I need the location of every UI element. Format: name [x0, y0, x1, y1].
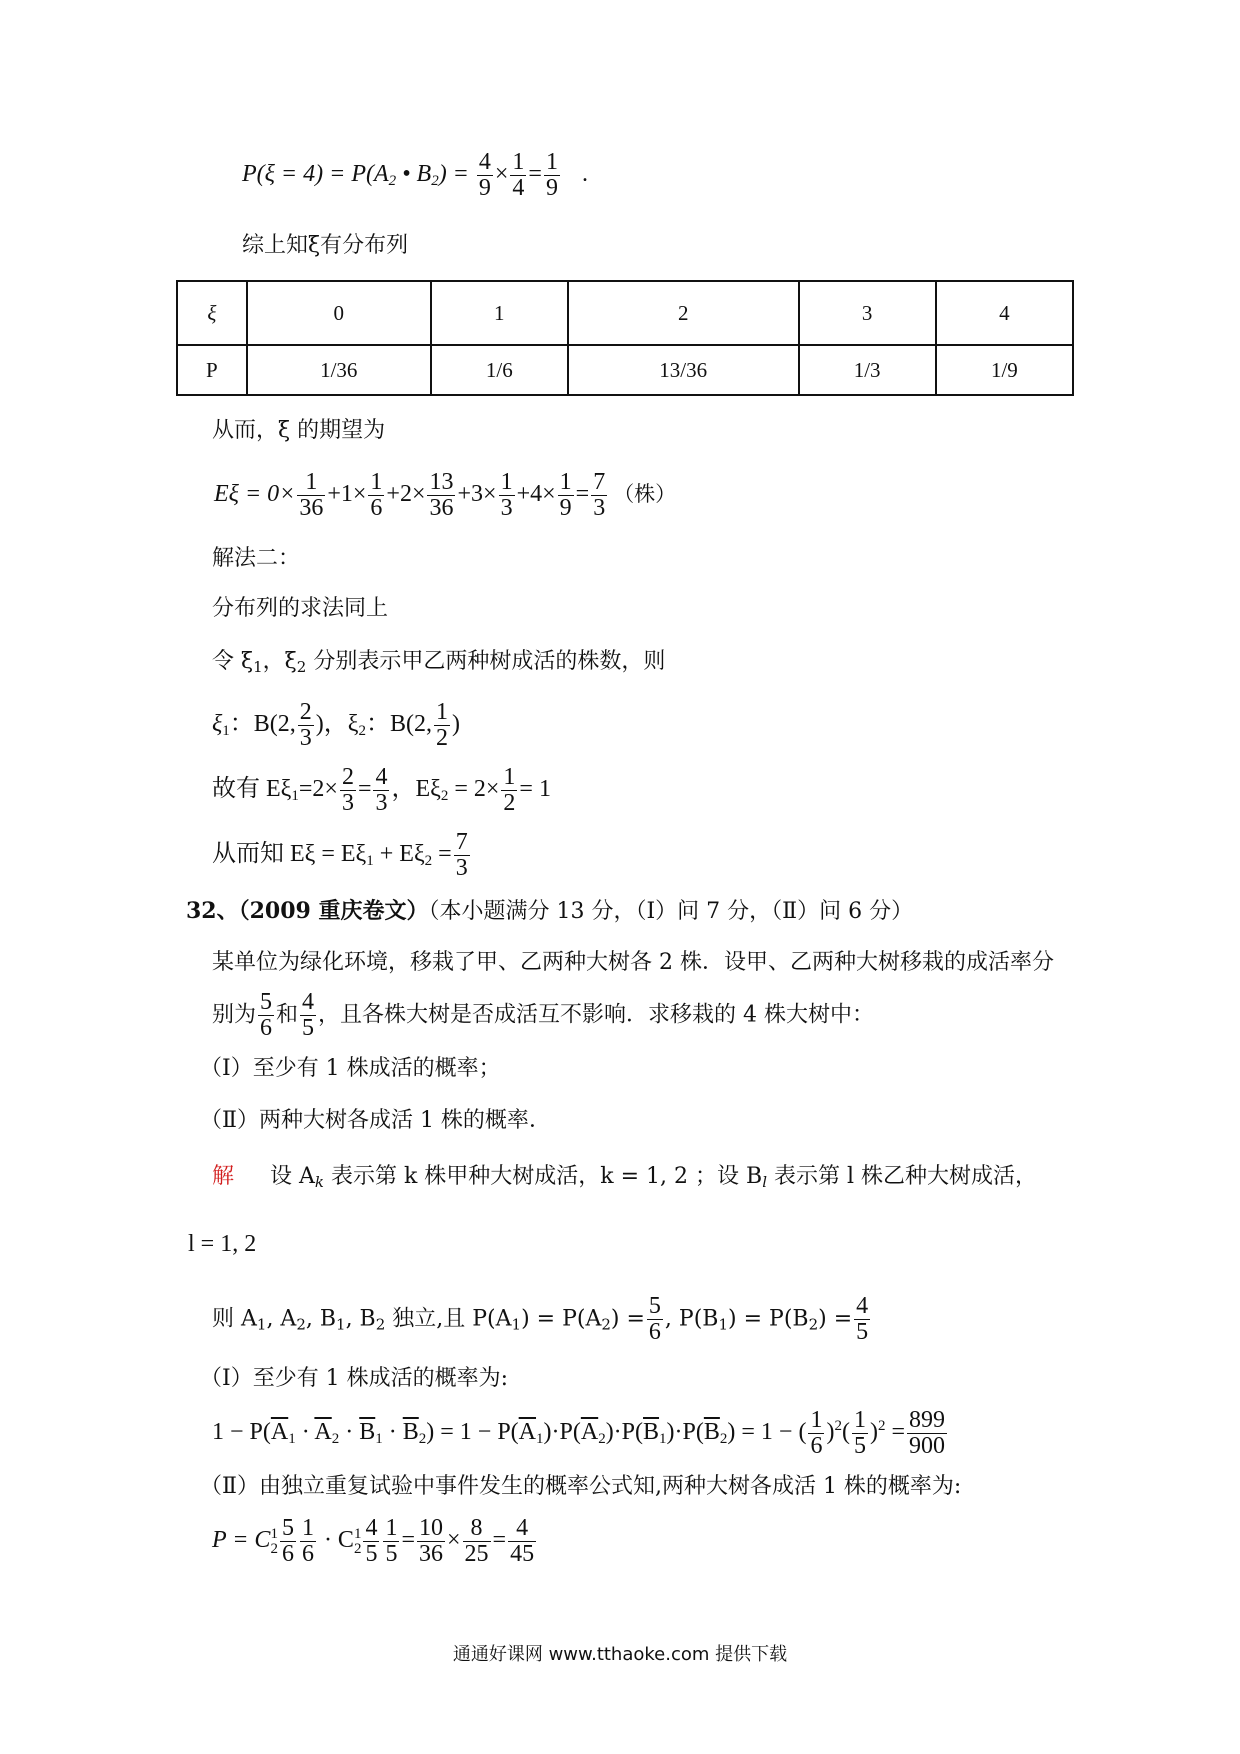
denominator: 6 [648, 1319, 661, 1346]
numerator: 1 [512, 149, 525, 175]
table-cell: 13/36 [568, 345, 799, 395]
eq-text: = [528, 161, 542, 188]
numerator: 5 [648, 1293, 661, 1319]
equation-p-xi-4 [242, 150, 588, 201]
numerator: 1 [370, 469, 383, 495]
eq-text: ) [451, 711, 460, 738]
fraction [544, 150, 560, 201]
numerator: 4 [302, 989, 315, 1015]
eq-text: ) [826, 1419, 835, 1446]
numerator: 4 [856, 1293, 869, 1319]
eq-text: +2× [386, 481, 426, 508]
eq-text: ) = 1 − P( [426, 1419, 519, 1446]
numerator: 4 [365, 1515, 378, 1541]
overline-term: $\overline{B}$ [402, 1419, 419, 1446]
eq-text: , P(B [664, 1306, 719, 1332]
numerator: 7 [593, 469, 606, 495]
denominator: 6 [281, 1541, 294, 1568]
eq-text: 设 A [270, 1164, 315, 1189]
eq-text: +1× [327, 481, 367, 508]
eq-text: P = C [212, 1527, 271, 1554]
table-cell: 0 [247, 281, 431, 345]
table-cell: 2 [568, 281, 799, 345]
eq-text: , B [345, 1306, 376, 1332]
fraction [297, 470, 325, 521]
distribution-table [176, 280, 1074, 396]
table-cell: 3 [799, 281, 936, 345]
eq-text: = [357, 776, 372, 803]
method-two-heading: 解法二： [212, 546, 301, 571]
subscript: 2 [440, 788, 449, 805]
fraction [454, 830, 470, 881]
eq-text: , B [305, 1306, 337, 1332]
table-cell: 1/6 [431, 345, 568, 395]
denominator: 9 [545, 175, 558, 202]
numerator: 1 [545, 149, 558, 175]
fraction [508, 1516, 536, 1567]
subscript: 2 [375, 1315, 386, 1334]
eq-text: ，且各株大树是否成活互不影响．求移栽的 4 株大树中： [318, 1002, 875, 1028]
combination-indices [354, 1527, 362, 1557]
overline-term: $\overline{A}$ [580, 1419, 599, 1446]
table-cell: ξ [177, 281, 247, 345]
fraction [258, 990, 274, 1041]
subscript: 2 [296, 658, 307, 676]
eq-text: • B [396, 161, 432, 188]
part-1-equation [212, 1408, 949, 1459]
eq-text: ) = 1 − ( [727, 1419, 807, 1446]
subscript: 2 [331, 1431, 340, 1448]
numerator: 1 [435, 699, 448, 725]
fraction [340, 765, 356, 816]
eq-text: ( [841, 1419, 850, 1446]
eq-text: 令 ξ [212, 649, 254, 674]
subscript: 2 [358, 723, 366, 740]
numerator: 1 [301, 1515, 314, 1541]
eq-text: ，ξ [262, 649, 297, 674]
fraction [427, 470, 455, 521]
eq-text: ：B(2, [365, 711, 432, 738]
eq-text: · C [317, 1527, 354, 1554]
numerator: 1 [500, 469, 513, 495]
numerator: 4 [508, 1516, 536, 1542]
denominator: 2 [503, 790, 516, 817]
conclusion-line [212, 830, 472, 881]
eq-text: 和 [276, 1002, 299, 1028]
fraction [591, 470, 607, 521]
table-cell: 1/9 [936, 345, 1073, 395]
subscript: 1 [253, 658, 263, 676]
eq-text: ，Eξ [391, 776, 441, 803]
fraction [383, 1516, 399, 1567]
subscript: 2 [424, 853, 433, 870]
eq-text: × [446, 1527, 461, 1554]
denominator: 2 [435, 725, 448, 752]
eq-text: 1 − P( [212, 1419, 271, 1446]
denominator: 9 [478, 175, 491, 202]
part-2-equation [212, 1516, 538, 1567]
eq-text: · [339, 1419, 360, 1446]
subscript: 2 [719, 1431, 728, 1448]
eq-text: ) = P(B [728, 1306, 809, 1332]
problem-text-line-1: 某单位为绿化环境，移栽了甲、乙两种大树各 2 株．设甲、乙两种大树移栽的成活率分 [212, 950, 1054, 975]
superscript: 2 [834, 1418, 842, 1435]
eq-text: = [401, 1527, 415, 1554]
eq-text: ) = [610, 1306, 645, 1332]
problem-text-line-2 [212, 990, 874, 1041]
denominator: 45 [510, 1541, 535, 1568]
eq-text: ξ [212, 711, 223, 738]
subscript: 1 [288, 1431, 296, 1448]
fraction [854, 1294, 870, 1345]
fraction [558, 470, 574, 521]
table-cell: P [177, 345, 247, 395]
subscript: k [314, 1173, 324, 1191]
numerator: 4 [478, 149, 491, 175]
subscript: 1 [256, 1315, 267, 1334]
eq-text: )·P( [666, 1419, 704, 1446]
problem-source: （2009 重庆卷文） [238, 898, 429, 924]
subscript: 1 [222, 723, 230, 740]
overline-term: $\overline{A}$ [270, 1419, 289, 1446]
table-cell: 1 [431, 281, 568, 345]
fraction [852, 1408, 868, 1459]
numerator: 5 [260, 989, 273, 1015]
eq-text: +3× [457, 481, 497, 508]
denominator: 36 [418, 1541, 443, 1568]
eq-text: Eξ = 0× [214, 481, 296, 508]
eq-text: （株） [613, 482, 677, 507]
numerator: 1 [385, 1515, 398, 1541]
fraction [373, 765, 389, 816]
eq-text: × [494, 161, 509, 188]
eq-text: 分别表示甲乙两种树成活的株数，则 [306, 649, 666, 674]
fraction [808, 1408, 824, 1459]
fraction [298, 700, 314, 751]
denominator: 9 [559, 495, 572, 522]
subscript: 1 [511, 1315, 522, 1334]
expectation-components [212, 765, 551, 816]
eq-text: 故有 Eξ [212, 776, 292, 803]
denominator: 6 [301, 1541, 314, 1568]
subscript: 1 [291, 788, 299, 805]
eq-text: 表示第 l 株乙种大树成活， [767, 1164, 1038, 1189]
eq-text: )·P( [543, 1419, 581, 1446]
eq-text: , A [266, 1306, 297, 1332]
eq-text: · [382, 1419, 403, 1446]
denominator: 6 [260, 1015, 273, 1042]
numerator: 1 [853, 1407, 866, 1433]
combination-indices [270, 1527, 278, 1557]
fraction [280, 1516, 296, 1567]
fraction [477, 150, 493, 201]
subscript: 2 [601, 1315, 611, 1334]
fraction [434, 700, 450, 751]
subscript: 1 [659, 1431, 667, 1448]
denominator: 36 [429, 495, 454, 522]
eq-text: + Eξ [373, 841, 425, 868]
denominator: 5 [853, 1433, 866, 1460]
numerator: 1 [559, 469, 572, 495]
denominator: 5 [385, 1541, 398, 1568]
eq-text: =2× [298, 776, 338, 803]
denominator: 5 [856, 1319, 869, 1346]
eq-text: 则 A [212, 1306, 257, 1332]
subscript: 2 [353, 1540, 362, 1557]
numerator: 2 [299, 699, 312, 725]
superscript: 1 [353, 1525, 362, 1542]
denominator: 3 [455, 855, 468, 882]
fraction [300, 990, 316, 1041]
subscript: 2 [270, 1540, 278, 1557]
eq-text: )·P( [605, 1419, 644, 1446]
numerator: 1 [503, 764, 516, 790]
subscript: 1 [336, 1315, 346, 1334]
eq-text: 独立,且 P(A [385, 1306, 512, 1332]
denominator: 25 [464, 1541, 489, 1568]
summary-text: 综上知ξ有分布列 [242, 233, 409, 258]
fraction [417, 1516, 445, 1567]
independence-line [212, 1294, 872, 1345]
l-values: l = 1, 2 [188, 1231, 257, 1257]
subscript: 1 [718, 1315, 729, 1334]
eq-text: = 2× [448, 776, 500, 803]
overline-term: $\overline{B}$ [643, 1419, 660, 1446]
numerator: 8 [463, 1516, 491, 1542]
eq-text: P(ξ = 4) = P(A [242, 161, 389, 188]
table-cell: 1/3 [799, 345, 936, 395]
fraction [501, 765, 517, 816]
denominator: 3 [593, 495, 606, 522]
denominator: 4 [512, 175, 525, 202]
fraction [368, 470, 384, 521]
eq-text: ：B(2, [229, 711, 296, 738]
solution-label: 解 [212, 1164, 235, 1189]
numerator: 5 [281, 1515, 294, 1541]
eq-text: +4× [516, 481, 556, 508]
fraction [463, 1516, 491, 1567]
eq-text: . [581, 161, 588, 188]
fraction [510, 150, 526, 201]
subscript: 2 [296, 1315, 306, 1334]
part-1-intro: （Ⅰ）至少有 1 株成活的概率为: [200, 1366, 509, 1391]
subscript: 1 [375, 1431, 383, 1448]
numerator: 10 [418, 1515, 443, 1541]
fraction [907, 1408, 947, 1459]
fraction [363, 1516, 379, 1567]
problem-number: 32、 [186, 898, 239, 924]
eq-text: ) = P(A [521, 1306, 602, 1332]
table-cell: 1/36 [247, 345, 431, 395]
eq-text: ) = [438, 161, 469, 188]
eq-text: = [575, 481, 590, 508]
let-statement [212, 651, 665, 675]
subscript: 2 [808, 1315, 819, 1334]
superscript: 2 [877, 1418, 886, 1435]
eq-text: = [492, 1527, 507, 1554]
numerator: 13 [429, 469, 454, 495]
method-two-text: 分布列的求法同上 [212, 596, 389, 621]
eq-text: · [295, 1419, 315, 1446]
eq-text: 从而知 Eξ = Eξ [212, 841, 367, 868]
eq-text: = [432, 841, 452, 868]
numerator: 4 [375, 764, 388, 790]
eq-text: 表示第 k 株甲种大树成活，k = 1, 2 ；设 B [324, 1164, 763, 1189]
fraction [647, 1294, 663, 1345]
denominator: 3 [500, 495, 513, 522]
overline-term: $\overline{B}$ [359, 1419, 376, 1446]
numerator: 899 [908, 1407, 945, 1433]
table-cell: 4 [936, 281, 1073, 345]
denominator: 6 [810, 1433, 823, 1460]
numerator: 2 [341, 764, 354, 790]
subscript: 2 [598, 1431, 606, 1448]
eq-text: = 1 [519, 776, 551, 803]
problem-heading [186, 900, 913, 923]
binomial-line [212, 700, 460, 751]
eq-text: ) = [818, 1306, 853, 1332]
denominator: 6 [370, 495, 383, 522]
overline-term: $\overline{B}$ [703, 1419, 720, 1446]
expectation-equation [214, 470, 676, 521]
fraction [300, 1516, 316, 1567]
overline-term: $\overline{A}$ [314, 1419, 332, 1446]
denominator: 36 [299, 495, 324, 522]
page-footer: 通通好课网 www.tthaoke.com 提供下载 [452, 1644, 788, 1665]
table-row [177, 281, 1073, 345]
denominator: 5 [302, 1015, 315, 1042]
question-2: （Ⅱ）两种大树各成活 1 株的概率． [200, 1108, 551, 1133]
solution-line [212, 1166, 1037, 1190]
eq-text: = [885, 1419, 905, 1446]
denominator: 3 [341, 790, 354, 817]
expect-intro: 从而，ξ 的期望为 [212, 418, 386, 443]
subscript: l [762, 1173, 768, 1191]
subscript: 1 [536, 1431, 544, 1448]
table-row [177, 345, 1073, 395]
eq-text: ) [869, 1419, 878, 1446]
numerator: 1 [297, 470, 325, 496]
denominator: 900 [908, 1433, 945, 1460]
fraction [499, 470, 515, 521]
superscript: 1 [270, 1525, 278, 1542]
numerator: 1 [810, 1407, 823, 1433]
part-2-intro: （Ⅱ）由独立重复试验中事件发生的概率公式知,两种大树各成活 1 株的概率为: [200, 1474, 962, 1499]
denominator: 3 [375, 790, 388, 817]
subscript: 2 [388, 173, 397, 190]
denominator: 3 [299, 725, 312, 752]
eq-text: )，ξ [315, 711, 359, 738]
numerator: 7 [455, 829, 468, 855]
question-1: （Ⅰ）至少有 1 株成活的概率； [200, 1056, 501, 1081]
subscript: 2 [431, 173, 439, 190]
subscript: 1 [366, 853, 374, 870]
overline-term: $\overline{A}$ [518, 1419, 537, 1446]
subscript: 2 [418, 1431, 427, 1448]
eq-text: 别为 [212, 1002, 257, 1028]
problem-points: （本小题满分 13 分，（Ⅰ）问 7 分，（Ⅱ）问 6 分） [428, 899, 914, 924]
denominator: 5 [365, 1541, 378, 1568]
